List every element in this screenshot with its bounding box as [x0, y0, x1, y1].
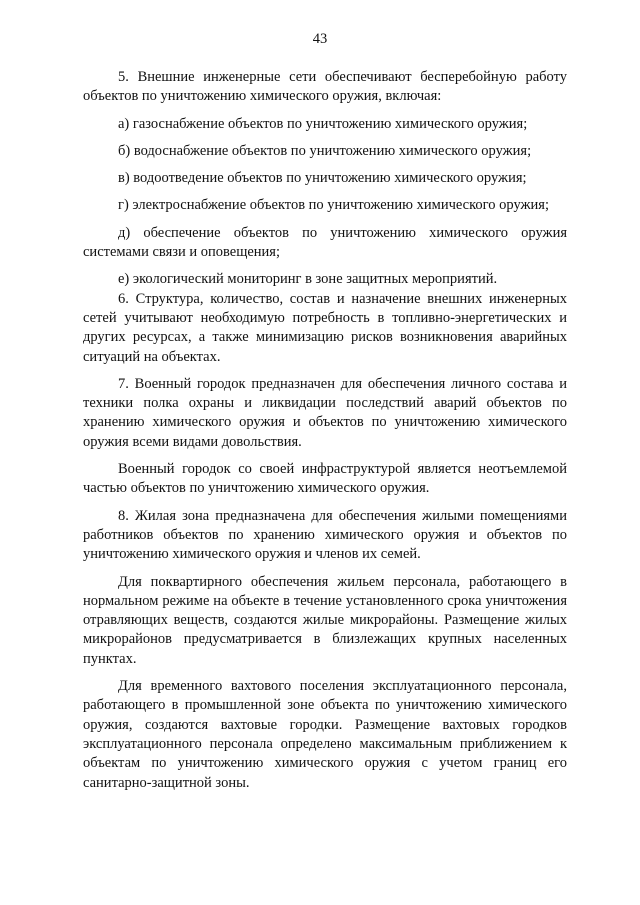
paragraph-8: 8. Жилая зона предназначена для обеспечения жилыми помещениями работников объектов по хранению химического оружия и объектов по уничтожению химического оружия и членов их семей.	[83, 507, 567, 563]
paragraph-7: 7. Военный городок предназначен для обеспечения личного состава и техники полка охраны и ликвидации последствий аварий объектов по хранению химического оружия и объектов по уничтожению химического оружия всеми видами довольствия.	[83, 375, 567, 450]
list-item-g: г) электроснабжение объектов по уничтожению химического оружия;	[118, 197, 549, 214]
list-item-b: б) водоснабжение объектов по уничтожению химического оружия;	[118, 142, 532, 159]
document-body	[83, 68, 567, 793]
list-item-v: в) водоотведение объектов по уничтожению химического оружия;	[118, 170, 527, 187]
paragraph-shift-camp: Для временного вахтового поселения эксплуатационного персонала, работающего в промышленной зоне объекта по уничтожению химического оружия, создаются вахтовые городки. Размещение вахтовых городков эксплуатационного персонала определено максимальным приближением к объектам по уничтожению химического оружия с учетом границ его санитарно-защитной зоны.	[83, 678, 567, 791]
paragraph-military-town: Военный городок со своей инфраструктурой является неотъемлемой частью объектов по уничтожению химического оружия.	[83, 461, 567, 497]
paragraph-housing: Для поквартирного обеспечения жильем персонала, работающего в нормальном режиме на объекте в течение установленного срока уничтожения отравляющих веществ, создаются жилые микрорайоны. Размещение жилых микрорайонов предусматривается в близлежащих крупных населенных пунктах.	[83, 573, 567, 667]
paragraph-5: 5. Внешние инженерные сети обеспечивают бесперебойную работу объектов по уничтожению химического оружия, включая:	[83, 69, 567, 105]
list-item-e: е) экологический мониторинг в зоне защитных мероприятий.	[118, 271, 498, 288]
paragraph-6: 6. Структура, количество, состав и назначение внешних инженерных сетей учитывают необходимую потребность в топливно-энергетических и других ресурсах, а также минимизацию рисков возникновения аварийных ситуаций на объектах.	[83, 290, 567, 365]
list-item-a: а) газоснабжение объектов по уничтожению химического оружия;	[118, 115, 528, 132]
page-number: 43	[312, 31, 328, 47]
list-item-d: д) обеспечение объектов по уничтожению химического оружия системами связи и оповещения;	[83, 224, 567, 261]
